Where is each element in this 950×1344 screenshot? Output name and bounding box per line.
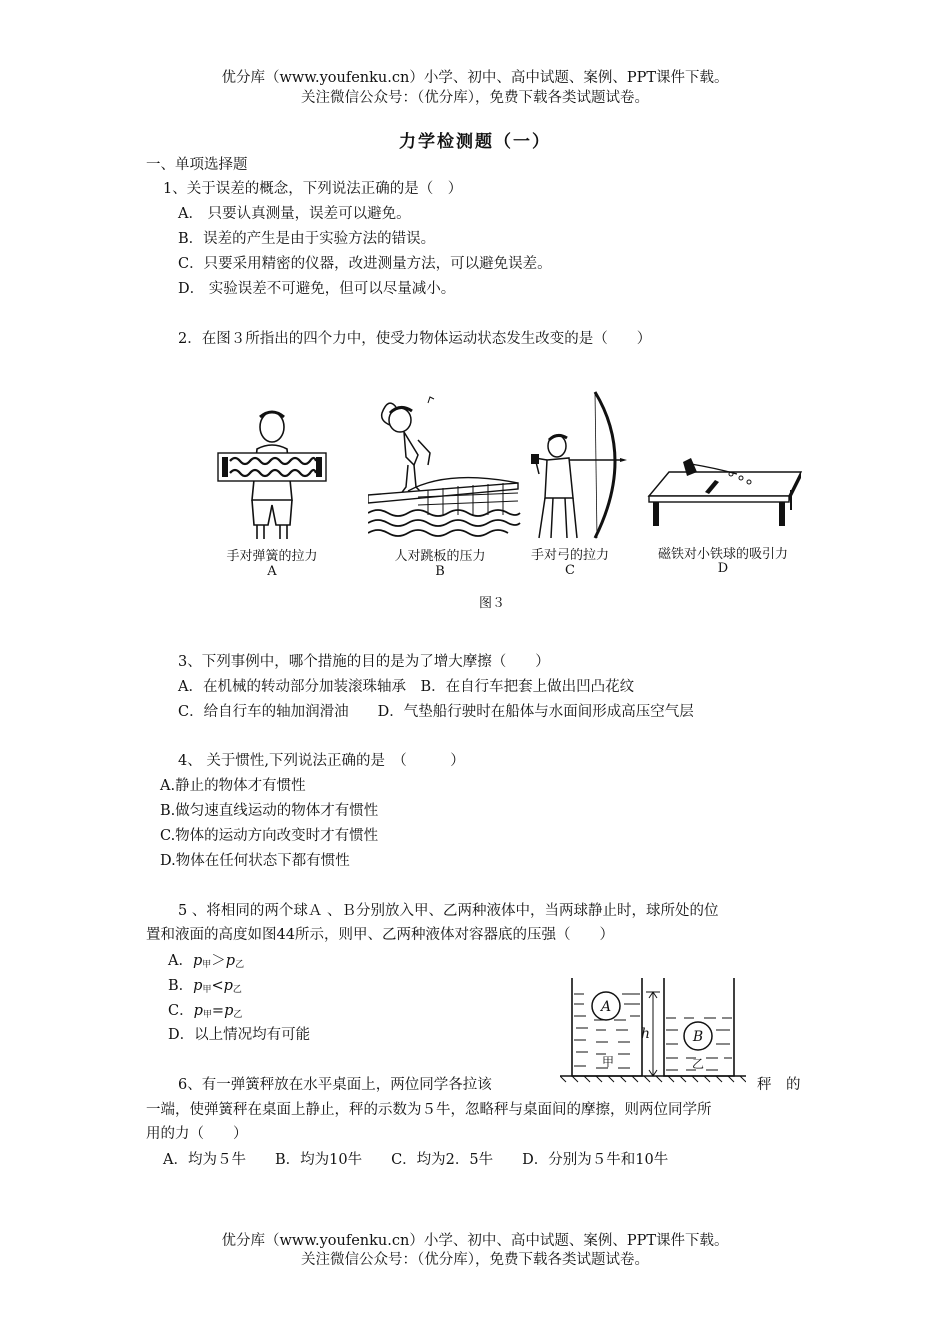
figure-44-h-label: h xyxy=(640,1026,650,1042)
q4-option-d: D.物体在任何状态下都有惯性 xyxy=(160,853,350,869)
q4-option-b: B.做匀速直线运动的物体才有惯性 xyxy=(160,803,379,819)
q5-stem-line-1: 5 、将相同的两个球Ａ 、Ｂ分别放入甲、乙两种液体中，当两球静止时，球所处的位 xyxy=(178,903,719,919)
q5-option-d: D．以上情况均有可能 xyxy=(168,1027,311,1043)
figure-d-letter: D xyxy=(717,561,729,576)
figure-a-letter: A xyxy=(267,564,277,579)
q6-line-2: 一端，使弹簧秤在桌面上静止，秤的示数为５牛，忽略秤与桌面间的摩擦，则两位同学所 xyxy=(146,1102,712,1118)
figure-44-ball-b: B xyxy=(692,1029,704,1045)
q3-stem: 3、下列事例中，哪个措施的目的是为了增大摩擦（ ） xyxy=(178,654,550,670)
q5-option-a: A．$p_甲>p_乙$ xyxy=(168,953,245,970)
footer-line-1: 优分库（www.youfenku.cn）小学、初中、高中试题、案例、PPT课件下载。 xyxy=(221,1233,729,1249)
figure-44-ball-a: A xyxy=(600,999,612,1015)
q1-option-a: A． 只要认真测量，误差可以避免。 xyxy=(178,206,411,222)
figure-c-letter: C xyxy=(565,563,575,578)
q5-option-c: C．$p_甲=p_乙$ xyxy=(168,1003,243,1020)
q2-stem: 2．在图３所指出的四个力中，使受力物体运动状态发生改变的是（ ） xyxy=(178,331,652,347)
q4-option-c: C.物体的运动方向改变时才有惯性 xyxy=(160,828,379,844)
q3-options-ab: A．在机械的转动部分加装滚珠轴承 B．在自行车把套上做出凹凸花纹 xyxy=(178,679,635,695)
q1-option-d: D． 实验误差不可避免，但可以尽量减小。 xyxy=(178,281,456,297)
figure-b-diving-board-icon xyxy=(368,395,523,540)
q6-line-3: 用的力（ ） xyxy=(146,1126,248,1142)
q1-option-c: C．只要采用精密的仪器，改进测量方法，可以避免误差。 xyxy=(178,256,552,272)
figure-3-label: 图３ xyxy=(478,596,505,611)
figure-b-letter: B xyxy=(435,564,445,579)
q1-option-b: B．误差的产生是由于实验方法的错误。 xyxy=(178,231,436,247)
figure-a-spring-icon xyxy=(212,405,332,540)
figure-44-yi-label: 乙 xyxy=(691,1057,705,1071)
figure-c-archer-icon xyxy=(525,388,635,540)
header-line-2: 关注微信公众号：（优分库），免费下载各类试题试卷。 xyxy=(301,90,649,106)
figure-d-magnet-table-icon xyxy=(645,450,805,530)
page-title: 力学检测题（一） xyxy=(399,132,551,152)
figure-44-jia-label: 甲 xyxy=(601,1055,615,1069)
q5-option-b: B．$p_甲<p_乙$ xyxy=(168,978,242,995)
q1-stem: 1、关于误差的概念，下列说法正确的是（ ） xyxy=(163,181,463,197)
header-line-1: 优分库（www.youfenku.cn）小学、初中、高中试题、案例、PPT课件下载。 xyxy=(221,70,729,86)
figure-d-caption: 磁铁对小铁球的吸引力 xyxy=(657,547,788,562)
q5-stem-line-2: 置和液面的高度如图44所示，则甲、乙两种液体对容器底的压强（ ） xyxy=(146,927,614,943)
q6-options: A．均为５牛 B．均为10牛 C．均为2．5牛 D．分别为５牛和10牛 xyxy=(163,1152,669,1168)
q4-option-a: A.静止的物体才有惯性 xyxy=(160,778,306,794)
q4-stem: 4、 关于惯性,下列说法正确的是 （ ） xyxy=(178,753,465,769)
q3-options-cd: C．给自行车的轴加润滑油 D．气垫船行驶时在船体与水面间形成高压空气层 xyxy=(178,704,694,720)
q6-line-1b: 秤 的 xyxy=(757,1077,801,1093)
footer-line-2: 关注微信公众号：（优分库），免费下载各类试题试卷。 xyxy=(301,1252,649,1268)
figure-b-caption: 人对跳板的压力 xyxy=(394,549,486,564)
section-heading: 一、单项选择题 xyxy=(146,157,248,173)
figure-44-containers-icon xyxy=(560,972,746,1084)
q6-line-1a: 6、有一弹簧秤放在水平桌面上，两位同学各拉该 xyxy=(178,1077,492,1093)
figure-a-caption: 手对弹簧的拉力 xyxy=(226,549,318,564)
figure-c-caption: 手对弓的拉力 xyxy=(530,548,609,563)
